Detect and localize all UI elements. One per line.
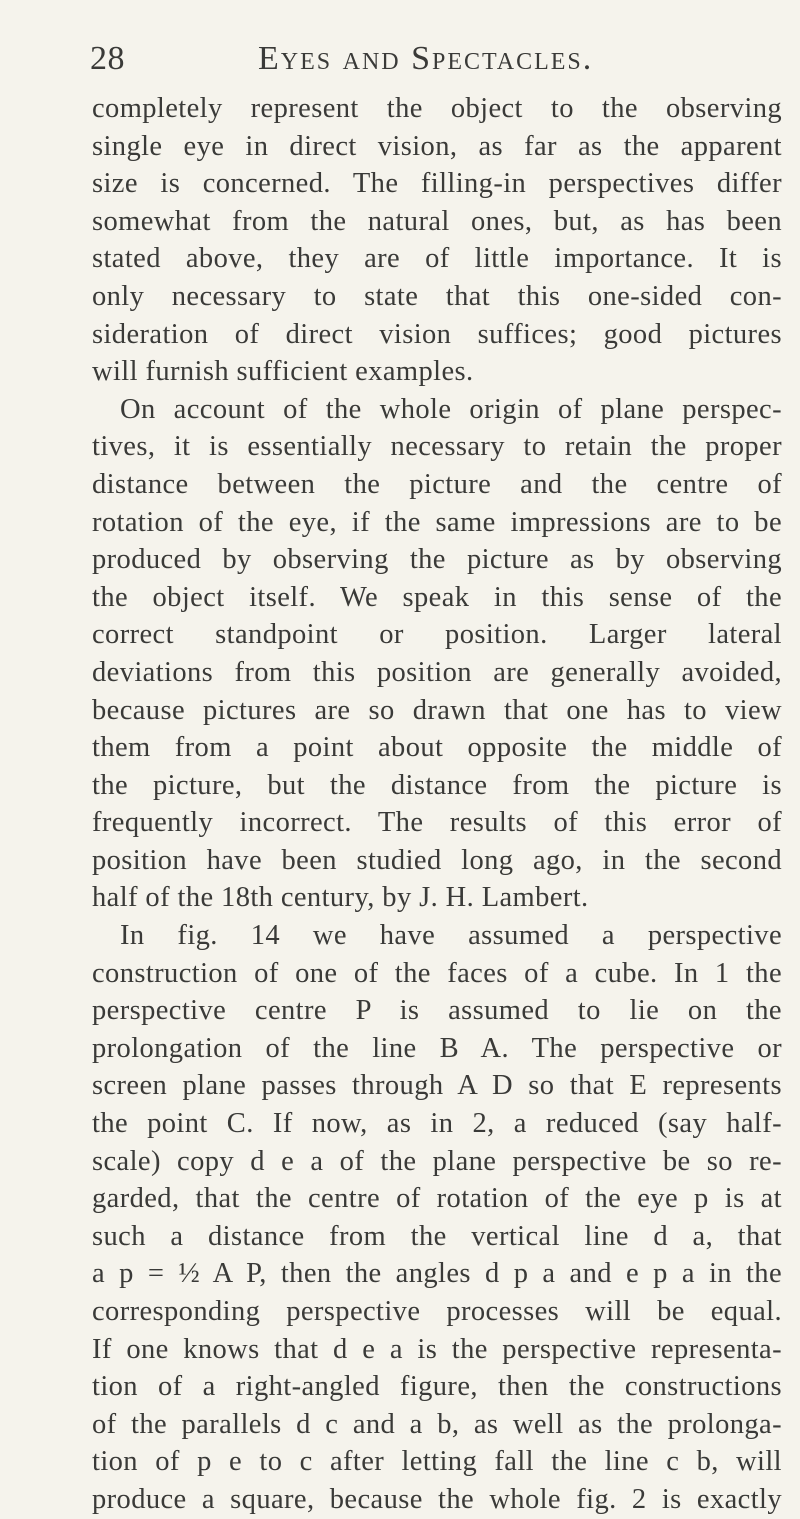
text-line: half of the 18th century, by J. H. Lambert.	[92, 882, 589, 914]
text-line: them from a point about opposite the middle of	[92, 732, 782, 764]
text-line: of the parallels d c and a b, as well as the prolonga-	[92, 1408, 782, 1440]
text-line: size is concerned. The filling-in perspectives differ	[92, 168, 782, 200]
text-line: will furnish sufficient examples.	[92, 356, 474, 388]
text-line: single eye in direct vision, as far as the apparent	[92, 130, 782, 162]
text-line: corresponding perspective processes will be equal.	[92, 1296, 782, 1327]
text-line: produced by observing the picture as by observing	[92, 544, 782, 576]
text-line: the point C. If now, as in 2, a reduced (say half-	[92, 1108, 782, 1140]
paragraph-start-line: In fig. 14 we have assumed a perspective	[120, 920, 782, 952]
page-number: 28	[90, 40, 125, 77]
text-line: a p = ½ A P, then the angles d p a and e p a in the	[92, 1258, 782, 1290]
text-line: deviations from this position are generally avoided,	[92, 656, 782, 688]
text-line: only necessary to state that this one-sided con-	[92, 280, 782, 312]
text-line: rotation of the eye, if the same impressions are to be	[92, 506, 782, 538]
text-line: position have been studied long ago, in the second	[92, 844, 782, 876]
text-line: the picture, but the distance from the picture is	[92, 769, 782, 801]
text-line: stated above, they are of little importance. It is	[92, 243, 782, 275]
text-line: the object itself. We speak in this sense of the	[92, 581, 782, 613]
text-line: sideration of direct vision suffices; good pictures	[92, 318, 782, 350]
text-line: because pictures are so drawn that one has to view	[92, 694, 782, 726]
text-line: produce a square, because the whole fig. 2 is exactly	[92, 1483, 782, 1515]
text-line: tives, it is essentially necessary to retain the proper	[92, 431, 782, 463]
text-line: construction of one of the faces of a cube. In 1 the	[92, 957, 782, 989]
text-line: completely represent the object to the observing	[92, 93, 782, 124]
page-header	[90, 40, 790, 84]
body-text	[92, 90, 782, 1519]
running-title: Eyes and Spectacles.	[258, 40, 594, 77]
text-line: perspective centre P is assumed to lie on the	[92, 995, 782, 1027]
text-line: correct standpoint or position. Larger lateral	[92, 619, 782, 651]
text-line: prolongation of the line B A. The perspective or	[92, 1032, 782, 1064]
text-line: tion of a right-angled figure, then the constructions	[92, 1371, 782, 1403]
text-line: somewhat from the natural ones, but, as has been	[92, 205, 782, 237]
text-line: scale) copy d e a of the plane perspective be so re-	[92, 1145, 782, 1177]
text-line: screen plane passes through A D so that E represents	[92, 1070, 782, 1102]
text-line: garded, that the centre of rotation of the eye p is at	[92, 1183, 782, 1215]
text-line: such a distance from the vertical line d a, that	[92, 1220, 782, 1252]
text-line: distance between the picture and the centre of	[92, 468, 782, 500]
text-line: tion of p e to c after letting fall the line c b, will	[92, 1446, 782, 1478]
text-line: If one knows that d e a is the perspective representa-	[92, 1333, 782, 1365]
text-line: frequently incorrect. The results of this error of	[92, 807, 782, 839]
paragraph-start-line: On account of the whole origin of plane perspec-	[120, 393, 782, 425]
